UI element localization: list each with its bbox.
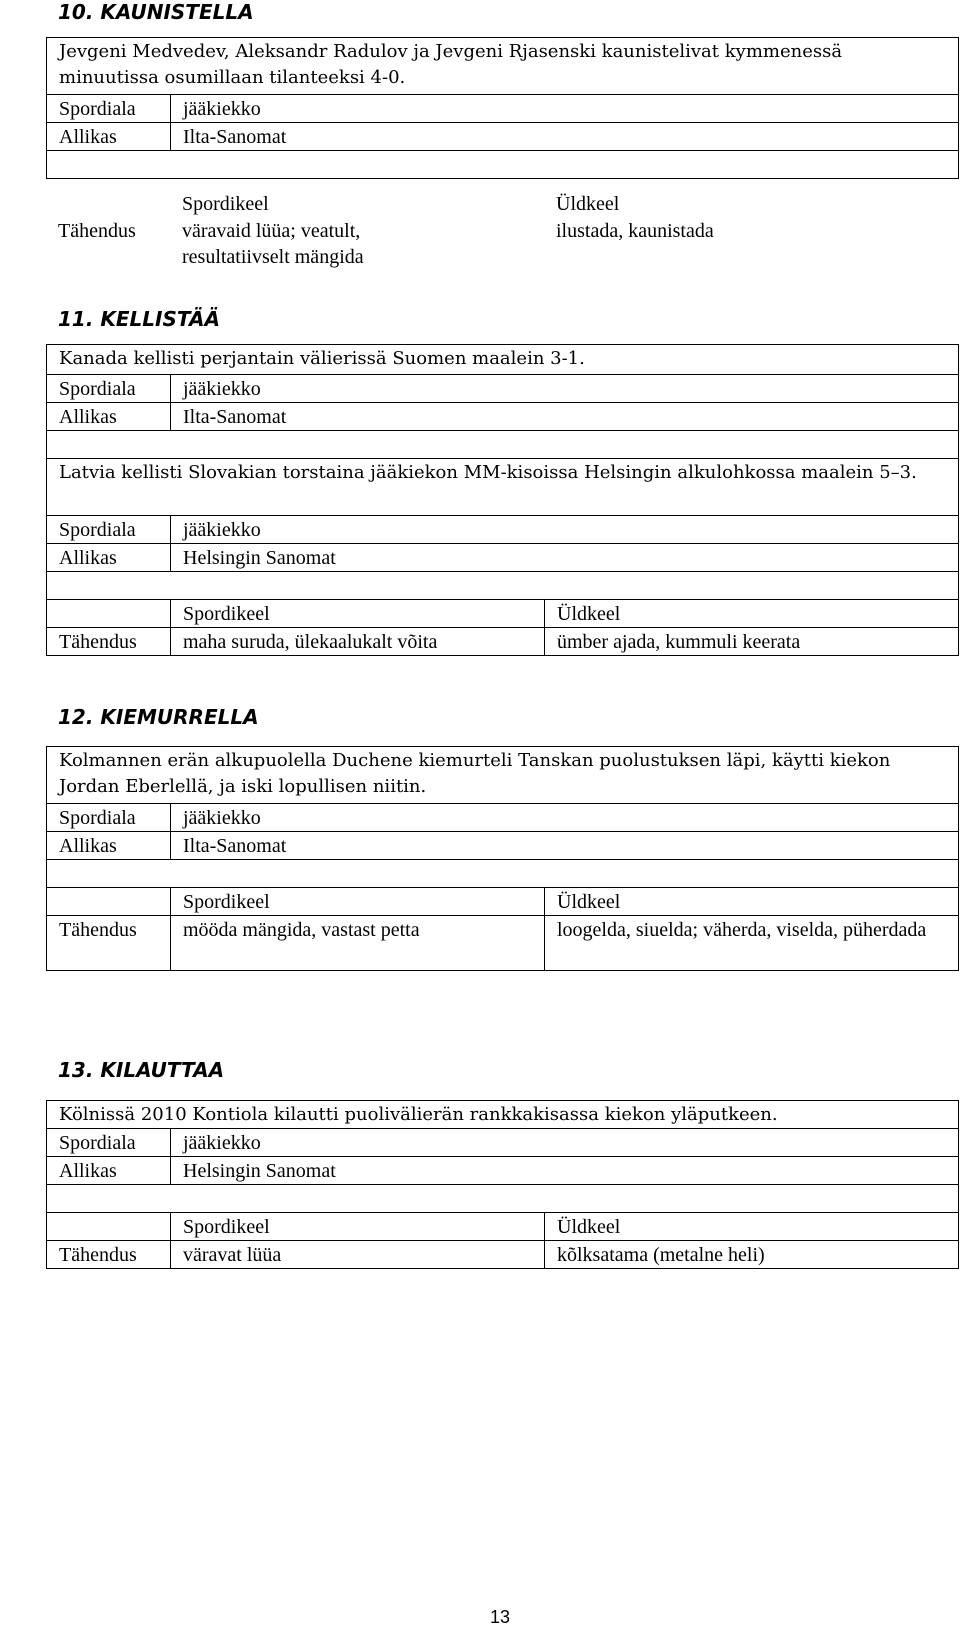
meaning-row — [47, 628, 959, 656]
sport-term-header: Spordikeel — [171, 888, 545, 916]
meaning-header-row — [47, 600, 959, 628]
source-row — [47, 832, 959, 860]
source-label: Allikas — [47, 1157, 171, 1185]
sport-term-header: Spordikeel — [171, 1213, 545, 1241]
entry-table — [46, 344, 959, 656]
field-row — [47, 375, 959, 403]
source-label: Allikas — [47, 544, 171, 572]
blank-row — [47, 1185, 959, 1213]
entry-table — [46, 746, 959, 971]
meaning-label: Tähendus — [47, 1241, 171, 1269]
field-row — [47, 804, 959, 832]
field-value: jääkiekko — [171, 804, 959, 832]
general-meaning: ümber ajada, kummuli keerata — [545, 628, 959, 656]
source-value: Ilta-Sanomat — [171, 403, 959, 431]
source-row — [47, 544, 959, 572]
field-value: jääkiekko — [171, 1129, 959, 1157]
source-row — [47, 123, 959, 151]
sport-meaning: maha suruda, ülekaalukalt võita — [171, 628, 545, 656]
field-label: Spordiala — [47, 1129, 171, 1157]
field-label: Spordiala — [47, 95, 171, 123]
source-value: Helsingin Sanomat — [171, 544, 959, 572]
general-meaning: kõlksatama (metalne heli) — [545, 1241, 959, 1269]
blank-row — [47, 572, 959, 600]
sport-meaning-line: väravaid lüüa; veatult, — [182, 220, 361, 242]
general-term-header: Üldkeel — [556, 193, 620, 215]
field-label: Spordiala — [47, 804, 171, 832]
sport-term-header: Spordikeel — [182, 193, 269, 215]
meaning-row — [47, 1241, 959, 1269]
field-row — [47, 95, 959, 123]
field-value: jääkiekko — [171, 375, 959, 403]
entry-heading: 11. KELLISTÄÄ — [58, 307, 220, 331]
general-meaning: ilustada, kaunistada — [556, 220, 714, 242]
example-row — [47, 459, 959, 516]
entry-heading: 10. KAUNISTELLA — [58, 0, 254, 24]
meaning-header-row — [47, 888, 959, 916]
meaning-table — [46, 190, 958, 270]
sport-meaning-line: resultatiivselt mängida — [182, 246, 364, 268]
blank-row — [47, 151, 959, 179]
field-value: jääkiekko — [171, 516, 959, 544]
field-label: Spordiala — [47, 516, 171, 544]
entry-heading: 13. KILAUTTAA — [58, 1058, 225, 1082]
meaning-row — [46, 217, 958, 270]
example-row — [47, 345, 959, 375]
page-number: 13 — [490, 1607, 511, 1627]
source-value: Ilta-Sanomat — [171, 832, 959, 860]
source-label: Allikas — [47, 403, 171, 431]
meaning-row — [47, 916, 959, 971]
general-term-header: Üldkeel — [545, 1213, 959, 1241]
entry-table — [46, 1100, 959, 1269]
blank-row — [47, 431, 959, 459]
blank-row — [47, 860, 959, 888]
meaning-label: Tähendus — [47, 628, 171, 656]
example-text: Kolmannen erän alkupuolella Duchene kiemurteli Tanskan puolustuksen läpi, käytti kiekon Jordan Eberlellä, ja iski lopullisen niitin. — [47, 747, 959, 804]
general-term-header: Üldkeel — [545, 888, 959, 916]
meaning-label: Tähendus — [58, 220, 136, 242]
field-row — [47, 516, 959, 544]
meaning-label: Tähendus — [47, 916, 171, 971]
field-value: jääkiekko — [171, 95, 959, 123]
field-label: Spordiala — [47, 375, 171, 403]
source-label: Allikas — [47, 832, 171, 860]
sport-meaning: väravat lüüa — [171, 1241, 545, 1269]
meaning-header-row — [47, 1213, 959, 1241]
source-value: Helsingin Sanomat — [171, 1157, 959, 1185]
example-text: Kanada kellisti perjantain välierissä Suomen maalein 3-1. — [47, 345, 959, 375]
example-text: Kölnissä 2010 Kontiola kilautti puolivälierän rankkakisassa kiekon yläputkeen. — [47, 1101, 959, 1129]
field-row — [47, 1129, 959, 1157]
entry-table — [46, 37, 959, 179]
meaning-header-row — [46, 190, 958, 217]
example-row — [47, 747, 959, 804]
sport-meaning — [170, 217, 544, 270]
sport-term-header: Spordikeel — [171, 600, 545, 628]
sport-meaning: mööda mängida, vastast petta — [171, 916, 545, 971]
example-text: Latvia kellisti Slovakian torstaina jääkiekon MM-kisoissa Helsingin alkulohkossa maalein 5–3. — [47, 459, 959, 516]
source-value: Ilta-Sanomat — [171, 123, 959, 151]
source-label: Allikas — [47, 123, 171, 151]
source-row — [47, 403, 959, 431]
example-row — [47, 38, 959, 95]
example-text: Jevgeni Medvedev, Aleksandr Radulov ja Jevgeni Rjasenski kaunistelivat kymmenessä minuutissa osumillaan tilanteeksi 4-0. — [47, 38, 959, 95]
general-term-header: Üldkeel — [545, 600, 959, 628]
source-row — [47, 1157, 959, 1185]
entry-heading: 12. KIEMURRELLA — [58, 705, 259, 729]
example-row — [47, 1101, 959, 1129]
general-meaning: loogelda, siuelda; väherda, viselda, püherdada — [545, 916, 959, 971]
